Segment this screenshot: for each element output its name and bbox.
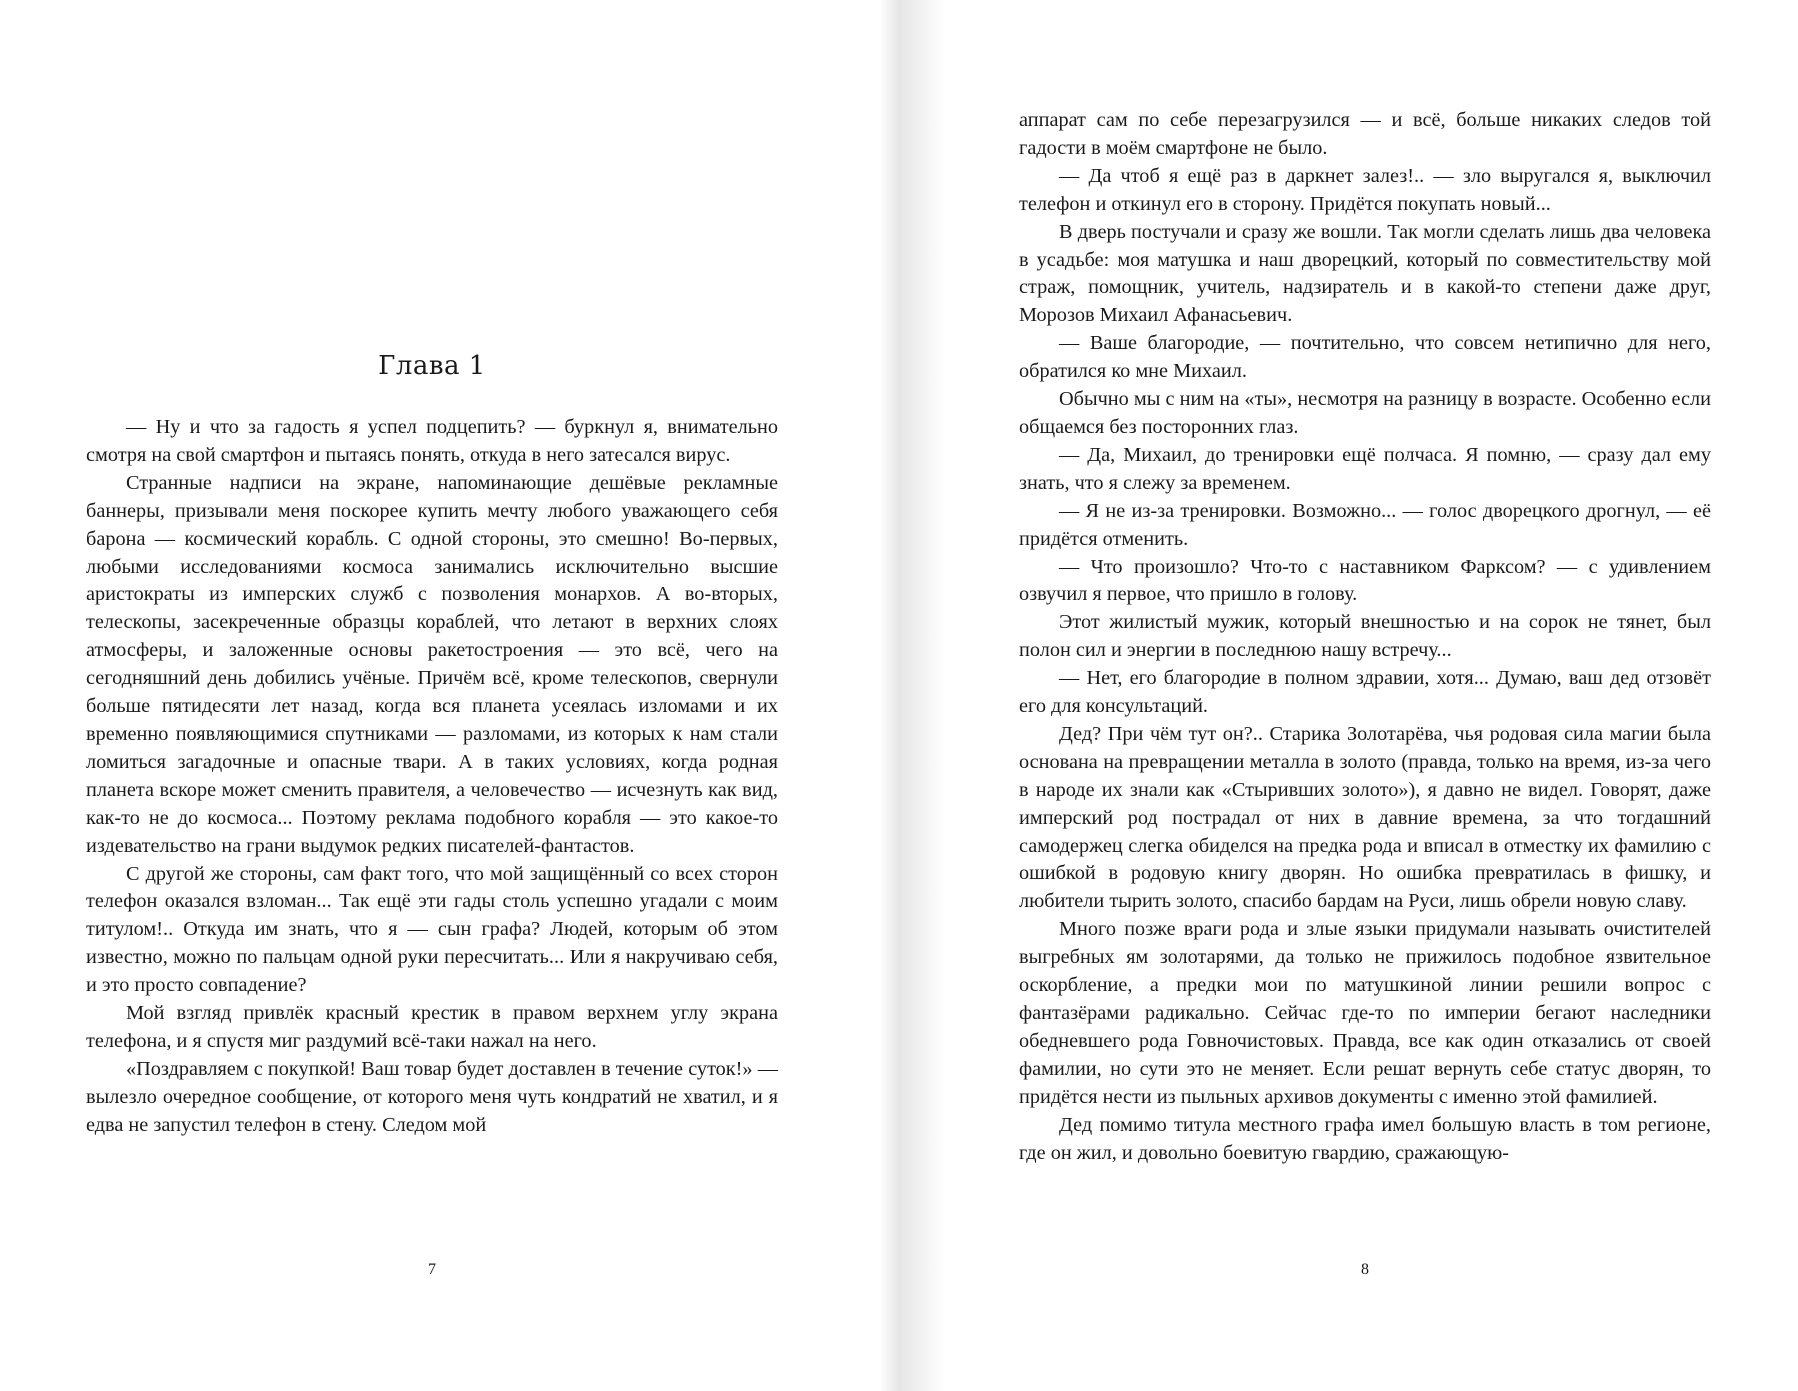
paragraph: Мой взгляд привлёк красный крестик в правом верхнем углу экрана телефона, и я спустя миг раздумий всё-таки нажал на него.	[86, 1002, 778, 1052]
paragraph: — Я не из-за тренировки. Возможно... — голос дворецкого дрогнул, — её придётся отменить.	[1019, 499, 1711, 550]
continuation-paragraph: аппарат сам по себе перезагрузился — и всё, больше никаких следов той гадости в моём смартфоне не было.	[1019, 109, 1711, 159]
left-page-text	[86, 414, 778, 1140]
paragraph: — Ваше благородие, — почтительно, что совсем нетипично для него, обратился ко мне Михаил.	[1019, 332, 1711, 383]
gutter-shadow	[899, 0, 945, 1391]
paragraph: «Поздравляем с покупкой! Ваш товар будет доставлен в течение суток!» — вылезло очередное сообщение, от которого меня чуть кондратий не хватил, и я едва не запустил телефон в стену. Следом мой	[86, 1057, 778, 1136]
gutter-shadow	[879, 0, 899, 1391]
paragraph: — Да, Михаил, до тренировки ещё полчаса. Я помню, — сразу дал ему знать, что я слежу за временем.	[1019, 443, 1711, 494]
paragraph: Обычно мы с ним на «ты», несмотря на разницу в возрасте. Особенно если общаемся без посторонних глаз.	[1019, 388, 1711, 438]
right-page	[899, 0, 1798, 1391]
paragraph: Странные надписи на экране, напоминающие дешёвые рекламные баннеры, призывали меня поскорее купить мечту любого уважающего себя барона — космический корабль. С одной стороны, это смешно! Во-первых, любыми исследованиями космоса занимались исключительно высшие аристократы из имперских служб с позволения монархов. А во-вторых, телескопы, засекреченные образцы кораблей, что летают в верхних слоях атмосферы, и заложенные основы ракетостроения — это всё, чего на сегодняшний день добились учёные. Причём всё, кроме телескопов, свернули больше пятидесяти лет назад, когда вся планета усеялась изломами и их временно появляющимися спутниками — разломами, из которых к нам стали ломиться загадочные и опасные твари. А в таких условиях, когда родная планета вскоре может сменить правителя, а человечество — исчезнуть как вид, как-то не до космоса... Поэтому реклама подобного корабля — это какое-то издевательство на грани выдумок редких писателей-фантастов.	[86, 471, 778, 857]
paragraph: — Да чтоб я ещё раз в даркнет залез!.. — зло выругался я, выключил телефон и откинул его в сторону. Придётся покупать новый...	[1019, 164, 1711, 215]
paragraph: Много позже враги рода и злые языки придумали называть очистителей выгребных ям золотарями, да только не прижилось подобное язвительное оскорбление, а предки мои по матушкиной линии решили вопрос с фантазёрами радикально. Сейчас где-то по империи бегают наследники обедневшего рода Говночистовых. Правда, все как один отказались от своей фамилии, но сути это не меняет. Если решат вернуть себе статус дворян, то придётся нести из пыльных архивов документы с именно этой фамилией.	[1019, 918, 1711, 1108]
paragraph: Дед? При чём тут он?.. Старика Золотарёва, чья родовая сила магии была основана на превращении металла в золото (правда, только на время, из-за чего в народе их знали как «Стыривших золото»), я давно не видел. Говорят, даже имперский род пострадал от них в давние времена, за что тогдашний самодержец слегка обиделся на предка рода и вписал в отместку их фамилию с ошибкой в родовую книгу дворян. Но ошибка превратилась в фишку, и любители тырить золото, спасибо бардам на Руси, лишь обрели новую славу.	[1019, 722, 1711, 913]
page-number: 8	[1361, 1261, 1369, 1278]
paragraph: — Что произошло? Что-то с наставником Фарксом? — с удивлением озвучил я первое, что пришло в голову.	[1019, 555, 1711, 606]
paragraph: Дед помимо титула местного графа имел большую власть в том регионе, где он жил, и довольно боевитую гвардию, сражающую-	[1019, 1113, 1711, 1164]
page-number: 7	[428, 1261, 436, 1278]
right-page-text	[1019, 107, 1711, 1167]
paragraph: — Нет, его благородие в полном здравии, хотя... Думаю, ваш дед отзовёт его для консультаций.	[1019, 667, 1711, 718]
paragraph: В дверь постучали и сразу же вошли. Так могли сделать лишь два человека в усадьбе: моя матушка и наш дворецкий, который по совместительству мой страж, помощник, учитель, надзиратель и в какой-то степени даже друг, Морозов Михаил Афанасьевич.	[1019, 220, 1711, 327]
paragraph: — Ну и что за гадость я успел подцепить? — буркнул я, внимательно смотря на свой смартфон и пытаясь понять, откуда в него затесался вирус.	[86, 416, 778, 466]
chapter-title: Глава 1	[378, 351, 486, 381]
paragraph: С другой же стороны, сам факт того, что мой защищённый со всех сторон телефон оказался взломан... Так ещё эти гады столь успешно угадали с моим титулом!.. Откуда им знать, что я — сын графа? Людей, которым об этом известно, можно по пальцам одной руки пересчитать... Или я накручиваю себя, и это просто совпадение?	[86, 862, 778, 997]
paragraph: Этот жилистый мужик, который внешностью и на сорок не тянет, был полон сил и энергии в последнюю нашу встречу...	[1019, 611, 1711, 662]
